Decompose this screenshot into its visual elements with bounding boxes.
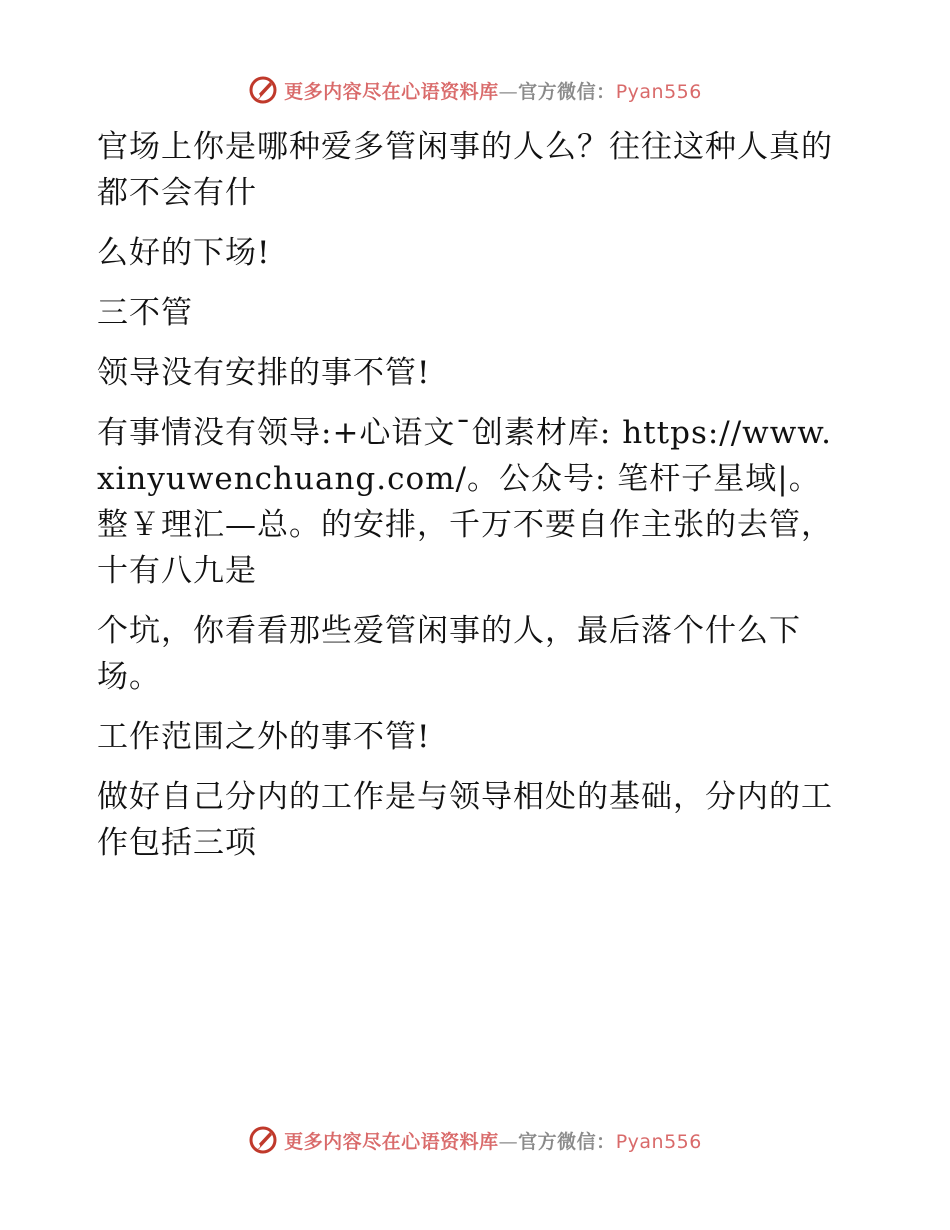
paragraph: 么好的下场! (97, 235, 271, 271)
quill-logo-icon (248, 1125, 278, 1155)
banner-wechat-label: 官方微信： (518, 80, 616, 103)
banner-text (284, 1127, 702, 1154)
paragraph: 个坑，你看看那些爱管闲事的人，最后落个什么下场。 (97, 613, 801, 695)
paragraph: 三不管 (97, 295, 193, 331)
banner-text (284, 77, 702, 104)
document-body (97, 124, 837, 880)
banner-wechat-id: Pyan556 (615, 1130, 702, 1153)
banner-separator: — (498, 1130, 519, 1153)
footer-watermark-banner (0, 1120, 950, 1160)
banner-main-text: 更多内容尽在心语资料库 (284, 80, 499, 103)
quill-logo-icon (248, 75, 278, 105)
paragraph: 工作范围之外的事不管! (97, 719, 431, 755)
paragraph: 领导没有安排的事不管! (97, 355, 431, 391)
banner-wechat-label: 官方微信： (518, 1130, 616, 1153)
banner-separator: — (498, 80, 519, 103)
paragraph: 做好自己分内的工作是与领导相处的基础，分内的工作包括三项 (97, 779, 833, 861)
banner-main-text: 更多内容尽在心语资料库 (284, 1130, 499, 1153)
banner-wechat-id: Pyan556 (615, 80, 702, 103)
paragraph: 有事情没有领导:+心语文¯创素材库: https://www.xinyuwenchuang.com/。公众号: 笔杆子星域|。整￥理汇—总。的安排，千万不要自作主张的去管，十有八九是 (97, 415, 833, 589)
header-watermark-banner (0, 70, 950, 110)
paragraph: 官场上你是哪种爱多管闲事的人么？往往这种人真的都不会有什 (97, 129, 833, 211)
